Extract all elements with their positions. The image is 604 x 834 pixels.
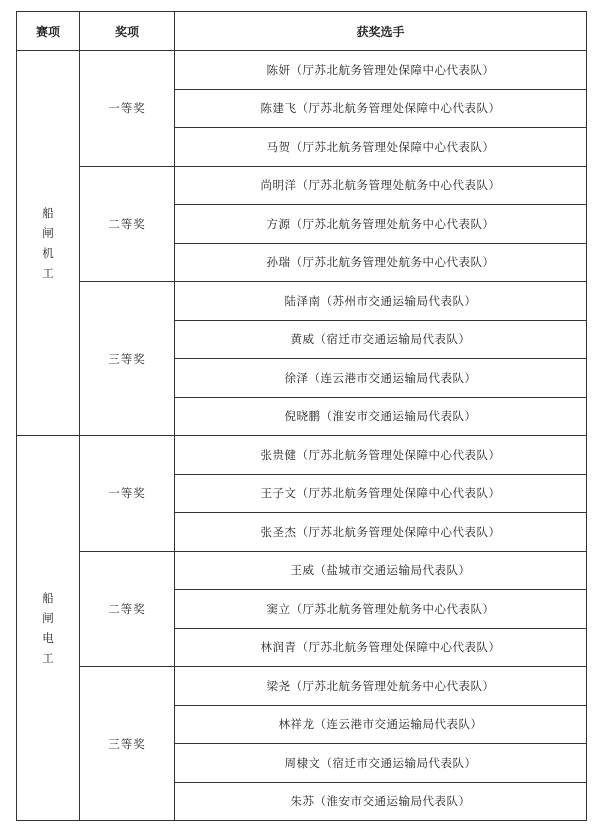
event-name-char: 船 [42, 591, 54, 605]
winner-cell: 梁尧（厅苏北航务管理处航务中心代表队） [175, 667, 587, 706]
winner-cell: 倪晓鹏（淮安市交通运输局代表队） [175, 397, 587, 436]
event-name-char: 船 [42, 206, 54, 220]
event-name-char: 机 [42, 246, 54, 260]
event-name-char: 闸 [42, 226, 54, 240]
winner-cell: 窦立（厅苏北航务管理处航务中心代表队） [175, 590, 587, 629]
table-row [17, 166, 587, 205]
event-name-cell [17, 51, 80, 436]
prize-level-cell: 二等奖 [80, 551, 175, 667]
winner-cell: 尚明洋（厅苏北航务管理处航务中心代表队） [175, 166, 587, 205]
prize-level-cell: 一等奖 [80, 51, 175, 167]
event-name-char: 工 [42, 266, 54, 280]
winner-cell: 张圣杰（厅苏北航务管理处保障中心代表队） [175, 513, 587, 552]
winner-cell: 王威（盐城市交通运输局代表队） [175, 551, 587, 590]
winner-cell: 方源（厅苏北航务管理处航务中心代表队） [175, 205, 587, 244]
event-name-cell [17, 436, 80, 821]
winner-cell: 陈建飞（厅苏北航务管理处保障中心代表队） [175, 89, 587, 128]
prize-level-cell: 三等奖 [80, 667, 175, 821]
winner-cell: 陈妍（厅苏北航务管理处保障中心代表队） [175, 51, 587, 90]
header-row [17, 12, 587, 51]
winner-cell: 周棣文（宿迁市交通运输局代表队） [175, 744, 587, 783]
winner-cell: 陆泽南（苏州市交通运输局代表队） [175, 282, 587, 321]
awards-table [16, 11, 587, 821]
table-row [17, 551, 587, 590]
table-row [17, 436, 587, 475]
event-name-char: 闸 [42, 611, 54, 625]
prize-level-cell: 三等奖 [80, 282, 175, 436]
event-name-char: 工 [42, 651, 54, 665]
winner-cell: 王子文（厅苏北航务管理处保障中心代表队） [175, 474, 587, 513]
header-award: 奖项 [80, 12, 175, 51]
winner-cell: 林润青（厅苏北航务管理处保障中心代表队） [175, 628, 587, 667]
prize-level-cell: 二等奖 [80, 166, 175, 282]
winner-cell: 徐泽（连云港市交通运输局代表队） [175, 359, 587, 398]
table-row [17, 667, 587, 706]
header-winners: 获奖选手 [175, 12, 587, 51]
table-body [17, 51, 587, 821]
header-event: 赛项 [17, 12, 80, 51]
winner-cell: 林祥龙（连云港市交通运输局代表队） [175, 705, 587, 744]
winner-cell: 朱苏（淮安市交通运输局代表队） [175, 782, 587, 821]
winner-cell: 孙瑞（厅苏北航务管理处航务中心代表队） [175, 243, 587, 282]
table-row [17, 51, 587, 90]
prize-level-cell: 一等奖 [80, 436, 175, 552]
winner-cell: 黄威（宿迁市交通运输局代表队） [175, 320, 587, 359]
winner-cell: 马贺（厅苏北航务管理处保障中心代表队） [175, 128, 587, 167]
event-name-char: 电 [42, 631, 54, 645]
winner-cell: 张贵健（厅苏北航务管理处保障中心代表队） [175, 436, 587, 475]
table-row [17, 282, 587, 321]
